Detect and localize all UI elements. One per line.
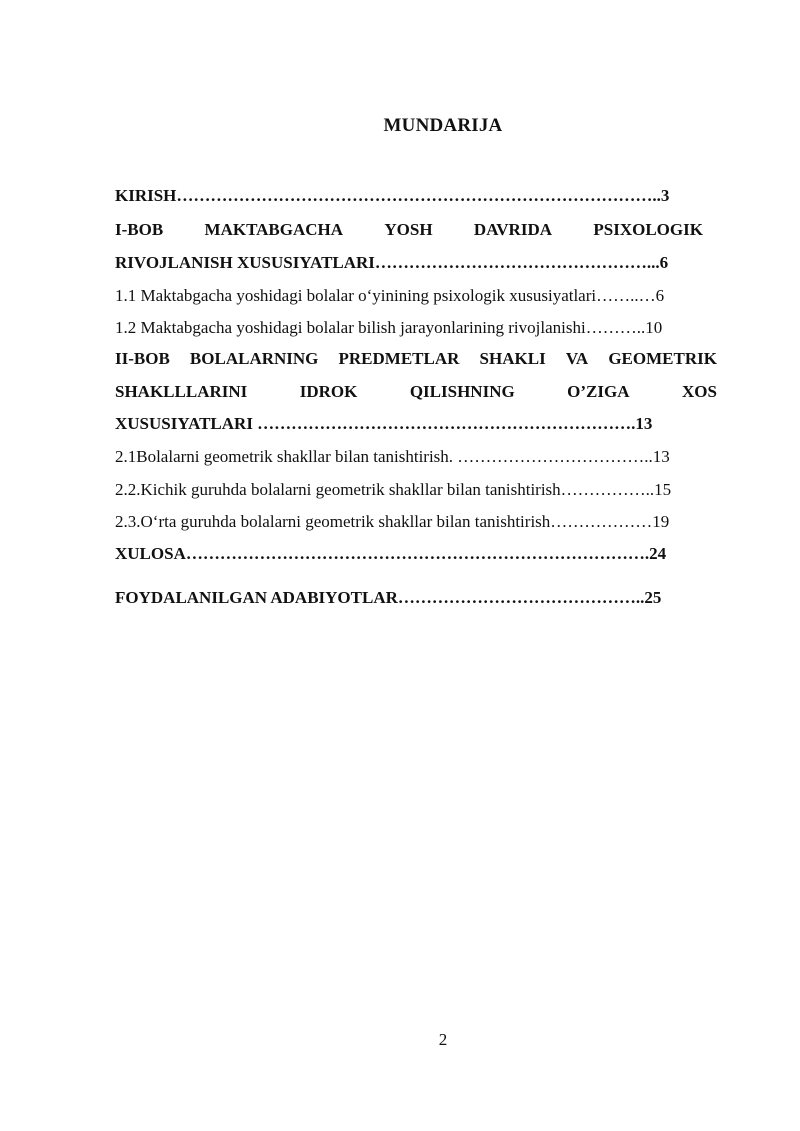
toc-entry-1-2: 1.2 Maktabgacha yoshidagi bolalar bilish jarayonlarining rivojlanishi………..10	[115, 318, 663, 337]
toc-word: VA	[565, 349, 589, 368]
toc-entry-foydalanilgan: FOYDALANILGAN ADABIYOTLAR……………………………………..25	[115, 588, 662, 607]
toc-word: SHAKLLLARINI	[115, 382, 248, 401]
toc-word: QILISHNING	[409, 382, 515, 401]
toc-word: SHAKLI	[479, 349, 546, 368]
toc-entry-2-3: 2.3.O‘rta guruhda bolalarni geometrik shakllar bilan tanishtirish………………19	[115, 512, 670, 531]
toc-word: DAVRIDA	[473, 220, 553, 239]
toc-entry-bob2-line2	[115, 381, 717, 403]
toc-word: O’ZIGA	[567, 382, 630, 401]
toc-word: YOSH	[384, 220, 433, 239]
toc-word: IDROK	[299, 382, 358, 401]
toc-word: PSIXOLOGIK	[593, 220, 703, 239]
toc-entry-bob2-line3: XUSUSIYATLARI ………………………………………………………….13	[115, 414, 653, 433]
toc-entry-bob1-line1	[115, 219, 703, 241]
toc-entry-bob1-line2: RIVOJLANISH XUSUSIYATLARI…………………………………………...6	[115, 253, 669, 272]
toc-title: MUNDARIJA	[383, 115, 503, 136]
page-number: 2	[438, 1030, 448, 1049]
toc-entry-bob2-line1	[115, 348, 717, 370]
toc-entry-2-1: 2.1Bolalarni geometrik shakllar bilan tanishtirish. ……………………………..13	[115, 447, 670, 466]
toc-word: GEOMETRIK	[608, 349, 717, 368]
toc-word: XOS	[681, 382, 717, 401]
toc-entry-kirish: KIRISH…………………………………………………………………………..3	[115, 186, 670, 205]
toc-word: BOLALARNING	[189, 349, 319, 368]
toc-word: I-BOB	[115, 220, 164, 239]
toc-word: PREDMETLAR	[338, 349, 460, 368]
toc-entry-2-2: 2.2.Kichik guruhda bolalarni geometrik shakllar bilan tanishtirish……………..15	[115, 480, 672, 499]
toc-entry-1-1: 1.1 Maktabgacha yoshidagi bolalar o‘yinining psixologik xususiyatlari……..…6	[115, 286, 665, 305]
toc-entry-xulosa: XULOSA……………………………………………………………………….24	[115, 544, 667, 563]
toc-word: MAKTABGACHA	[204, 220, 344, 239]
toc-word: II-BOB	[115, 349, 170, 368]
